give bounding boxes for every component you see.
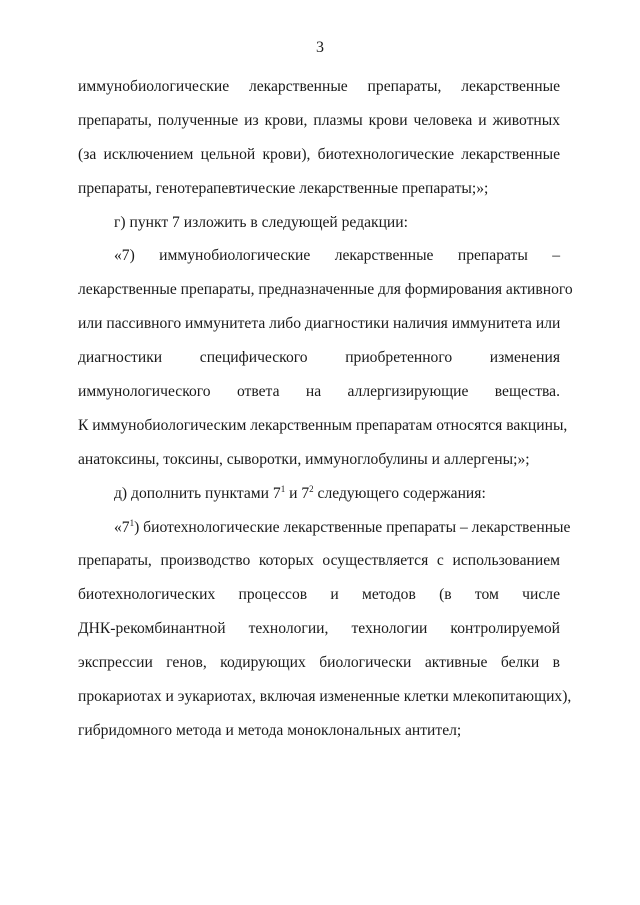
body-line	[78, 482, 560, 516]
body-line: (за исключением цельной крови), биотехнологические лекарственные	[78, 145, 560, 163]
superscript: 1	[129, 517, 135, 528]
body-line: анатоксины, токсины, сыворотки, иммуноглобулины и аллергены;»;	[78, 450, 530, 468]
body-line: препараты, полученные из крови, плазмы крови человека и животных	[78, 111, 560, 129]
superscript: 1	[280, 483, 286, 494]
body-line: или пассивного иммунитета либо диагностики наличия иммунитета или	[78, 315, 561, 333]
line-segment: д) дополнить пунктами 7	[114, 484, 281, 502]
body-line: К иммунобиологическим лекарственным препаратам относятся вакцины,	[78, 416, 568, 434]
superscript: 2	[309, 483, 314, 494]
body-line: г) пункт 7 изложить в следующей редакции:	[114, 213, 408, 231]
body-line: «7) иммунобиологические лекарственные препараты –	[114, 247, 560, 265]
body-line	[78, 516, 571, 550]
body-line: диагностики специфического приобретенного изменения	[78, 349, 560, 367]
line-segment: следующего содержания:	[313, 484, 486, 502]
page-number: 3	[316, 39, 324, 56]
body-line: прокариотах и эукариотах, включая измененные клетки млекопитающих),	[78, 688, 572, 706]
body-line: ДНК-рекомбинантной технологии, технологии контролируемой	[78, 620, 560, 638]
line-segment: и 7	[285, 484, 310, 502]
body-line: гибридомного метода и метода моноклональных антител;	[78, 721, 462, 739]
document-body	[78, 75, 573, 753]
body-line: экспрессии генов, кодирующих биологически активные белки в	[78, 654, 560, 672]
body-line: препараты, генотерапевтические лекарственные препараты;»;	[78, 179, 489, 197]
body-line: иммунобиологические лекарственные препараты, лекарственные	[78, 78, 560, 95]
body-line: препараты, производство которых осуществляется с использованием	[78, 552, 560, 570]
body-line: иммунологического ответа на аллергизирующие вещества.	[78, 383, 560, 401]
line-segment: «7	[114, 518, 130, 536]
body-line: биотехнологических процессов и методов (в том числе	[78, 586, 560, 604]
line-segment: ) биотехнологические лекарственные препараты – лекарственные	[134, 518, 571, 536]
body-line: лекарственные препараты, предназначенные для формирования активного	[78, 281, 573, 299]
